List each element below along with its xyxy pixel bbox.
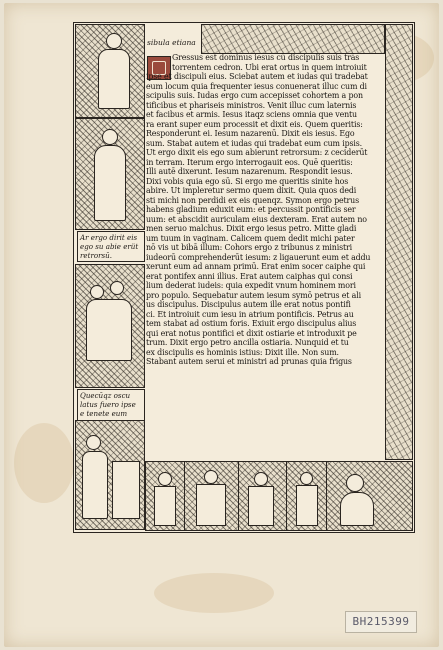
text-line: Stabant autem serui et ministri ad prunas quia frigus — [146, 357, 352, 366]
woodcut-sibyl — [75, 24, 145, 118]
woodcut-prophet — [75, 420, 145, 530]
text-line: Dixi vobis quia ego sū. Si ergo me queritis sinite hos — [146, 176, 349, 186]
text-line: um tuum in vaginam. Calicem quem dedit michi pater — [146, 233, 355, 243]
woodcut-caption-bottom: Quecūqz oscu latus fuero ipse e tenete eum — [77, 389, 145, 421]
text-line: ex discipulis es hominis istius: Dixit ille. Non sum. — [146, 347, 339, 357]
text-line: pro populo. Sequebatur autem iesum symō petrus et ali — [146, 290, 361, 300]
text-line: Gressus est dominus iesus cū discipulis suis trās — [172, 53, 360, 62]
text-line: in terram. Iterum ergo interrogauit eos. Quē queritis: — [146, 157, 353, 167]
text-line: torrentem cedron. Ubi erat ortus in quem introiuit — [172, 62, 367, 72]
text-line: ci. Et introiuit cum iesu in atrium pontificis. Petrus au — [146, 309, 354, 319]
text-line: scipulis suis. Iudas ergo cum accepisset cohortem a pon — [146, 91, 363, 100]
text-line: ipse et discipuli eius. Sciebat autem et iudas qui tradebat — [146, 72, 368, 81]
text-line: tem stabat ad ostium foris. Exiuit ergo discipulus alius — [146, 319, 357, 328]
top-border-ornament — [201, 24, 385, 54]
text-line: erat pontifex anni illius. Erat autem caiphas qui consi — [146, 271, 353, 281]
text-line: us discipulus. Discipulus autem ille erat notus pontifi — [146, 300, 351, 309]
text-line: ra erant super eum processit et dixit eis. Quem queritis: — [146, 119, 363, 129]
text-line: trum. Dixit ergo petro ancilla ostiaria. Nunquid et tu — [146, 338, 349, 347]
bottom-border-ornament — [145, 461, 413, 531]
running-head: sibula etiana — [147, 38, 196, 47]
woodcut-arrest-of-christ — [75, 264, 145, 388]
shelfmark-label: BH215399 — [345, 611, 417, 633]
text-line: nō vis ut bibā illum: Cohors ergo z tribunus z ministri — [146, 243, 353, 252]
text-line: lium dederat iudeis: quia expedit vnum hominem mori — [146, 281, 356, 290]
woodcut-saint — [75, 118, 145, 230]
right-border-ornament — [385, 24, 413, 460]
text-line: sti michi non perdidi ex eis quenqz. Symon ergo petrus — [146, 195, 359, 205]
water-stain — [154, 573, 274, 613]
text-line: Ut ergo dixit eis ego sum abierunt retrorsum: z ceciderūt — [146, 148, 368, 157]
text-line: et facibus et armis. Iesus itaqz sciens omnia que ventu — [146, 110, 357, 119]
text-line: Illi autē dixerunt. Iesum nazarenum. Respondit iesus. — [146, 167, 353, 176]
text-line: habens gladium eduxit eum: et percussit pontificis ser — [146, 205, 356, 214]
text-line: iudeorū comprehenderūt iesum: z ligauerunt eum et addu — [146, 252, 371, 262]
water-stain — [14, 423, 74, 503]
text-line: uum: et abscidit auriculam eius dexteram. Erat autem no — [146, 214, 367, 224]
text-line: abire. Ut impleretur sermo quem dixit. Quia quos dedi — [146, 186, 357, 195]
text-line: men seruo malchus. Dixit ergo iesus petro. Mitte gladi — [146, 224, 357, 233]
text-line: sum. Stabat autem et iudas qui tradebat eum cum ipsis. — [146, 138, 363, 148]
text-line: tificibus et phariseis ministros. Venit illuc cum laternis — [146, 100, 357, 110]
text-line: Responderunt ei. Iesum nazarenū. Dixit eis iesus. Ego — [146, 129, 355, 138]
text-line: xerunt eum ad annam primū. Erat enim socer caiphe qui — [146, 262, 366, 271]
gothic-text-block — [146, 53, 384, 463]
text-line: eum locum quia frequenter iesus conuenerat illuc cum di — [146, 81, 367, 91]
text-line: qui erat notus pontifici et dixit ostiarie et introduxit pe — [146, 328, 357, 338]
woodcut-caption-top: Ar ergo dirit eis ego su abie erüt retrorsū. — [77, 231, 145, 262]
